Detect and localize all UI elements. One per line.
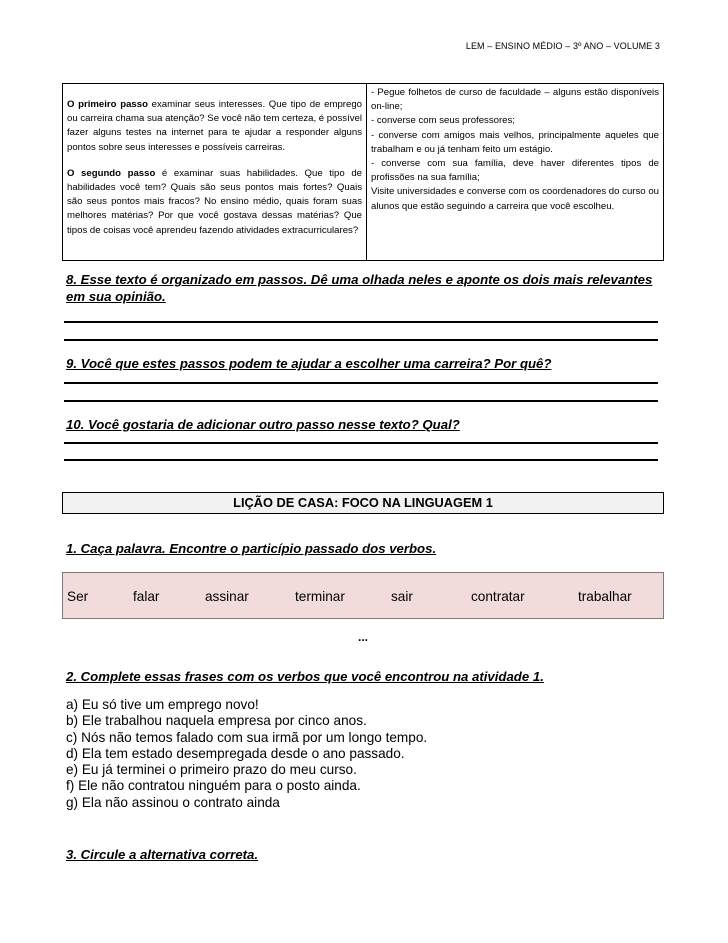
second-step-paragraph	[67, 167, 362, 238]
career-steps-table	[62, 83, 664, 261]
first-step-paragraph	[67, 98, 362, 155]
question-10: 10. Você gostaria de adicionar outro passo nesse texto? Qual?	[66, 417, 460, 432]
tip-line: - converse com seus professores;	[371, 115, 515, 127]
sentence-item: c) Nós não temos falado com sua irmã por um longo tempo.	[66, 729, 428, 745]
sentence-item: e) Eu já terminei o primeiro prazo do meu curso.	[66, 762, 357, 778]
tip-line: Visite universidades e converse com os coordenadores do curso ou alunos que estão seguindo a carreira que você escolheu.	[371, 186, 659, 212]
homework-title: LIÇÃO DE CASA: FOCO NA LINGUAGEM 1	[62, 492, 664, 514]
activity-2-title: 2. Complete essas frases com os verbos que você encontrou na atividade 1.	[66, 669, 544, 684]
answer-line[interactable]	[64, 339, 658, 341]
activity-1-title: 1. Caça palavra. Encontre o particípio passado dos verbos.	[66, 541, 437, 556]
question-8: 8. Esse texto é organizado em passos. Dê uma olhada neles e aponte os dois mais relevantes em sua opinião.	[66, 272, 653, 304]
question-9: 9. Você que estes passos podem te ajudar a escolher uma carreira? Por quê?	[66, 356, 552, 371]
verb-item: contratar	[471, 589, 525, 604]
answer-line[interactable]	[64, 442, 658, 444]
tip-line: - Pegue folhetos de curso de faculdade – alguns estão disponíveis on-line;	[371, 87, 659, 113]
sentence-item: b) Ele trabalhou naquela empresa por cinco anos.	[66, 713, 367, 729]
answer-line[interactable]	[64, 400, 658, 402]
tip-line: - converse com sua família, deve haver diferentes tipos de profissões na sua família;	[371, 158, 659, 184]
steps-right-column	[367, 84, 663, 260]
answer-line[interactable]	[64, 321, 658, 323]
answer-line[interactable]	[64, 459, 658, 461]
verb-item: trabalhar	[578, 589, 632, 604]
ellipsis: ...	[358, 630, 369, 644]
verb-item: assinar	[205, 589, 249, 604]
sentence-item: g) Ela não assinou o contrato ainda	[66, 794, 280, 810]
activity-3-title: 3. Circule a alternativa correta.	[66, 847, 259, 862]
verb-item: terminar	[295, 589, 345, 604]
verb-list-box	[62, 572, 664, 619]
answer-line[interactable]	[64, 382, 658, 384]
sentence-item: f) Ele não contratou ninguém para o posto ainda.	[66, 778, 361, 794]
page-header: LEM – ENSINO MÉDIO – 3º ANO – VOLUME 3	[465, 41, 660, 51]
second-step-text: é examinar suas habilidades. Que tipo de habilidades você tem? Quais são seus pontos mais fortes? Quais são seus pontos mais fracos? No ensino médio, quais foram suas melhores matérias? Por que você gostava dessas matérias? Que tipos de coisas você aprendeu fazendo atividades extracurriculares?	[67, 167, 362, 236]
steps-left-column	[63, 84, 367, 260]
tip-line: - converse com amigos mais velhos, principalmente aqueles que trabalham e ou já tenham feito um estágio.	[371, 129, 659, 155]
second-step-label: O segundo passo	[67, 167, 156, 179]
sentence-item: d) Ela tem estado desempregada desde o ano passado.	[66, 745, 405, 761]
sentence-item: a) Eu só tive um emprego novo!	[66, 697, 259, 712]
verb-item: falar	[133, 589, 160, 604]
verb-item: sair	[391, 589, 413, 604]
first-step-label: O primeiro passo	[67, 99, 148, 110]
verb-item: Ser	[67, 589, 89, 604]
sentence-list	[66, 697, 427, 811]
first-step-text: examinar seus interesses. Que tipo de emprego ou carreira chama sua atenção? Se você não tem certeza, é possível fazer alguns testes na internet para te ajudar a responder alguns pontos sobre seus interesses e possíveis carreiras.	[67, 99, 362, 153]
